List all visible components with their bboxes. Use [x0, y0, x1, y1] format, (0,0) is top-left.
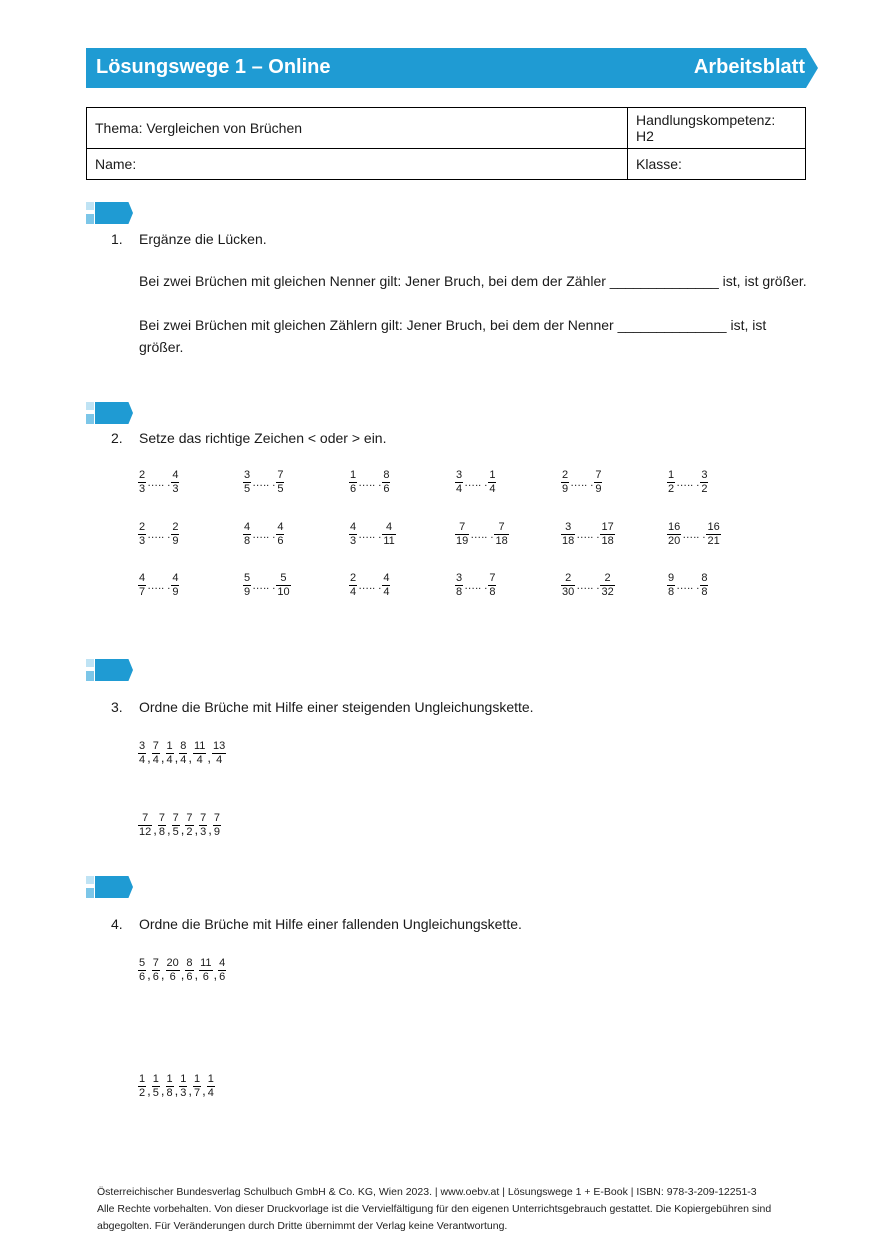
- fraction: [138, 469, 146, 496]
- denominator: 4: [180, 754, 187, 766]
- numerator: 7: [595, 469, 602, 481]
- denominator: 3: [350, 535, 357, 547]
- fraction: [171, 572, 179, 599]
- denominator: 3: [200, 826, 207, 838]
- fraction: [243, 572, 251, 599]
- denominator: 18: [495, 535, 508, 547]
- numerator: 2: [139, 469, 146, 481]
- numerator: 20: [166, 957, 179, 969]
- numerator: 3: [456, 572, 463, 584]
- fraction: [494, 521, 508, 548]
- fraction: [349, 572, 357, 599]
- denominator: 5: [172, 826, 179, 838]
- fraction: [152, 957, 160, 984]
- denominator: 4: [166, 754, 173, 766]
- fraction: [700, 469, 708, 496]
- task-marker-1: [86, 202, 136, 224]
- numerator: 2: [139, 521, 146, 533]
- separator: ,: [194, 967, 199, 982]
- numerator: 13: [213, 740, 226, 752]
- denominator: 5: [152, 1087, 159, 1099]
- fraction: [276, 521, 284, 548]
- fraction: [600, 572, 614, 599]
- fraction: [138, 521, 146, 548]
- numerator: 8: [180, 740, 187, 752]
- fraction: [138, 572, 146, 599]
- denominator: 20: [668, 535, 681, 547]
- denominator: 18: [562, 535, 575, 547]
- separator: ,: [174, 1083, 179, 1098]
- denominator: 21: [707, 535, 720, 547]
- header-title: Lösungswege 1 – Online: [96, 56, 331, 78]
- numerator: 17: [601, 521, 614, 533]
- denominator: 6: [219, 971, 226, 983]
- numerator: 4: [277, 521, 284, 533]
- fraction: [166, 1073, 174, 1100]
- fraction: [207, 1073, 215, 1100]
- answer-blank[interactable]: ….. .: [252, 476, 276, 489]
- denominator: 2: [668, 483, 675, 495]
- fraction: [488, 469, 496, 496]
- topic-cell: Thema: Vergleichen von Brüchen: [87, 108, 628, 149]
- denominator: 8: [668, 586, 675, 598]
- numerator: 1: [166, 1073, 173, 1085]
- numerator: 16: [668, 521, 681, 533]
- numerator: 3: [456, 469, 463, 481]
- comparison-item[interactable]: [455, 469, 496, 496]
- name-cell[interactable]: Name:: [87, 149, 628, 180]
- denominator: 6: [152, 971, 159, 983]
- numerator: 1: [152, 1073, 159, 1085]
- separator: ,: [180, 822, 185, 837]
- numerator: 1: [668, 469, 675, 481]
- fraction: [561, 572, 575, 599]
- numerator: 3: [139, 740, 146, 752]
- comparison-item[interactable]: [349, 469, 390, 496]
- numerator: 5: [139, 957, 146, 969]
- fraction-chain: [138, 740, 226, 767]
- fraction: [349, 521, 357, 548]
- task-marker-2: [86, 402, 136, 424]
- numerator: 4: [219, 957, 226, 969]
- fraction: [561, 521, 575, 548]
- answer-blank[interactable]: ….. .: [464, 579, 488, 592]
- separator: ,: [202, 1083, 206, 1098]
- fraction: [199, 957, 212, 984]
- footer: [97, 1184, 817, 1235]
- class-cell[interactable]: Klasse:: [628, 149, 806, 180]
- denominator: 5: [244, 483, 251, 495]
- numerator: 2: [172, 521, 179, 533]
- fraction: [152, 1073, 160, 1100]
- comparison-item[interactable]: [138, 572, 179, 599]
- numerator: 9: [668, 572, 675, 584]
- fraction: [455, 469, 463, 496]
- comparison-item[interactable]: [243, 572, 291, 599]
- comparison-item[interactable]: [138, 469, 179, 496]
- fraction: [213, 812, 221, 839]
- denominator: 4: [383, 586, 390, 598]
- denominator: 7: [139, 586, 146, 598]
- numerator: 4: [383, 572, 390, 584]
- numerator: 7: [455, 521, 469, 535]
- denominator: 9: [595, 483, 602, 495]
- denominator: 2: [139, 1087, 146, 1099]
- numerator: 8: [186, 957, 193, 969]
- fraction: [561, 469, 569, 496]
- header-label: Arbeitsblatt: [693, 56, 805, 78]
- denominator: 9: [213, 826, 220, 838]
- denominator: 6: [202, 971, 209, 983]
- denominator: 6: [350, 483, 357, 495]
- fraction: [276, 469, 284, 496]
- separator: ,: [147, 1083, 151, 1098]
- fraction: [243, 469, 251, 496]
- answer-blank[interactable]: ….. .: [682, 528, 706, 541]
- task-marker-4: [86, 876, 136, 898]
- numerator: 1: [207, 1073, 214, 1085]
- answer-blank[interactable]: ….. .: [676, 476, 700, 489]
- separator: ,: [160, 967, 165, 982]
- answer-blank[interactable]: ….. .: [147, 528, 171, 541]
- task-number: 1.: [111, 231, 123, 247]
- numerator: 7: [277, 469, 284, 481]
- fraction-chain: [138, 1073, 215, 1100]
- numerator: 7: [489, 572, 496, 584]
- answer-blank[interactable]: ….. .: [576, 528, 600, 541]
- numerator: 7: [200, 812, 207, 824]
- fraction: [152, 740, 160, 767]
- denominator: 3: [139, 535, 146, 547]
- fraction: [349, 469, 357, 496]
- numerator: 1: [166, 740, 173, 752]
- numerator: 5: [244, 572, 251, 584]
- answer-blank[interactable]: ….. .: [470, 528, 494, 541]
- answer-blank[interactable]: ….. .: [358, 579, 382, 592]
- numerator: 4: [382, 521, 395, 535]
- fraction: [193, 740, 206, 767]
- numerator: 3: [244, 469, 251, 481]
- denominator: 8: [489, 586, 496, 598]
- denominator: 4: [196, 754, 203, 766]
- task-1-line-1: Bei zwei Brüchen mit gleichen Nenner gilt: Jener Bruch, bei dem der Zähler ______________ ist, ist größer.: [139, 273, 807, 289]
- fraction: [667, 521, 681, 548]
- fraction: [185, 957, 193, 984]
- denominator: 18: [601, 535, 614, 547]
- denominator: 9: [562, 483, 569, 495]
- separator: ,: [194, 822, 199, 837]
- numerator: 1: [489, 469, 496, 481]
- denominator: 4: [207, 1087, 214, 1099]
- numerator: 8: [701, 572, 708, 584]
- separator: ,: [153, 822, 157, 837]
- answer-blank[interactable]: ….. .: [147, 579, 171, 592]
- fraction: [179, 740, 187, 767]
- fraction: [171, 469, 179, 496]
- fraction: [158, 812, 166, 839]
- denominator: 8: [166, 1087, 173, 1099]
- numerator: 5: [276, 572, 290, 586]
- separator: ,: [147, 750, 151, 765]
- separator: ,: [167, 822, 171, 837]
- denominator: 10: [277, 586, 290, 598]
- fraction: [212, 740, 226, 767]
- separator: ,: [147, 967, 151, 982]
- denominator: 12: [139, 826, 152, 838]
- fraction: [179, 1073, 187, 1100]
- task-number: 4.: [111, 916, 123, 932]
- separator: ,: [213, 967, 218, 982]
- numerator: 3: [701, 469, 708, 481]
- fraction: [138, 740, 146, 767]
- separator: ,: [160, 1083, 165, 1098]
- comparison-item[interactable]: [243, 469, 284, 496]
- numerator: 3: [561, 521, 575, 535]
- fraction: [243, 521, 251, 548]
- answer-blank[interactable]: ….. .: [358, 476, 382, 489]
- separator: ,: [208, 822, 212, 837]
- denominator: 4: [350, 586, 357, 598]
- numerator: 2: [562, 469, 569, 481]
- denominator: 4: [216, 754, 223, 766]
- fraction: [193, 1073, 201, 1100]
- fraction: [172, 812, 180, 839]
- denominator: 30: [562, 586, 575, 598]
- numerator: 4: [139, 572, 146, 584]
- denominator: 9: [244, 586, 251, 598]
- denominator: 4: [456, 483, 463, 495]
- answer-blank[interactable]: ….. .: [576, 579, 600, 592]
- separator: ,: [188, 1083, 192, 1098]
- comparison-item[interactable]: [138, 521, 179, 548]
- comparison-item[interactable]: [455, 521, 509, 548]
- numerator: 4: [244, 521, 251, 533]
- numerator: 1: [350, 469, 357, 481]
- denominator: 11: [383, 535, 395, 547]
- answer-blank[interactable]: ….. .: [676, 579, 700, 592]
- fraction: [667, 469, 675, 496]
- fraction: [706, 521, 720, 548]
- denominator: 7: [194, 1087, 201, 1099]
- denominator: 9: [172, 586, 179, 598]
- separator: ,: [174, 750, 179, 765]
- denominator: 4: [152, 754, 159, 766]
- denominator: 32: [601, 586, 614, 598]
- numerator: 2: [350, 572, 357, 584]
- fraction: [382, 469, 390, 496]
- task-1-line-2: Bei zwei Brüchen mit gleichen Zählern gilt: Jener Bruch, bei dem der Nenner ______________ ist, ist größer.: [139, 317, 767, 355]
- numerator: 7: [172, 812, 179, 824]
- header-banner-tip: [806, 48, 818, 88]
- fraction: [700, 572, 708, 599]
- comparison-item[interactable]: [455, 572, 496, 599]
- denominator: 19: [456, 535, 469, 547]
- separator: ,: [160, 750, 165, 765]
- task-instruction: Ordne die Brüche mit Hilfe einer steigenden Ungleichungskette.: [139, 699, 534, 715]
- denominator: 3: [180, 1087, 187, 1099]
- denominator: 6: [186, 971, 193, 983]
- fraction-chain: [138, 957, 226, 984]
- task-instruction: Ordne die Brüche mit Hilfe einer fallenden Ungleichungskette.: [139, 916, 522, 932]
- task-instruction: Setze das richtige Zeichen < oder > ein.: [139, 430, 387, 446]
- fraction: [185, 812, 193, 839]
- comparison-item[interactable]: [349, 572, 390, 599]
- comparison-item[interactable]: [349, 521, 396, 548]
- numerator: 7: [494, 521, 508, 535]
- denominator: 3: [139, 483, 146, 495]
- separator: ,: [188, 750, 192, 765]
- numerator: 1: [194, 1073, 201, 1085]
- info-table: [86, 107, 806, 180]
- fraction: [138, 1073, 146, 1100]
- denominator: 4: [489, 483, 496, 495]
- numerator: 11: [200, 957, 212, 969]
- task-number: 3.: [111, 699, 123, 715]
- answer-blank[interactable]: ….. .: [252, 528, 276, 541]
- fraction-chain: [138, 812, 221, 839]
- numerator: 7: [186, 812, 193, 824]
- fraction: [218, 957, 226, 984]
- answer-blank[interactable]: ….. .: [147, 476, 171, 489]
- numerator: 4: [172, 469, 179, 481]
- task-number: 2.: [111, 430, 123, 446]
- fraction: [667, 572, 675, 599]
- denominator: 6: [383, 483, 390, 495]
- numerator: 11: [194, 740, 206, 752]
- fraction: [138, 957, 146, 984]
- answer-blank[interactable]: ….. .: [252, 579, 276, 592]
- numerator: 1: [139, 1073, 146, 1085]
- numerator: 7: [152, 740, 159, 752]
- comparison-item[interactable]: [667, 572, 708, 599]
- fraction: [600, 521, 614, 548]
- fraction: [455, 521, 469, 548]
- separator: ,: [180, 967, 185, 982]
- numerator: 7: [152, 957, 159, 969]
- denominator: 6: [169, 971, 176, 983]
- denominator: 9: [172, 535, 179, 547]
- fraction: [455, 572, 463, 599]
- numerator: 8: [383, 469, 390, 481]
- denominator: 3: [172, 483, 179, 495]
- denominator: 8: [158, 826, 165, 838]
- comparison-item[interactable]: [243, 521, 284, 548]
- fraction: [166, 957, 180, 984]
- fraction: [382, 572, 390, 599]
- footer-line-1: Österreichischer Bundesverlag Schulbuch GmbH & Co. KG, Wien 2023. | www.oebv.at | Lösungswege 1 + E-Book | ISBN: 978-3-209-12251-3: [97, 1186, 757, 1198]
- numerator: 4: [350, 521, 357, 533]
- denominator: 4: [139, 754, 146, 766]
- separator: ,: [207, 750, 212, 765]
- numerator: 7: [213, 812, 220, 824]
- fraction: [138, 812, 152, 839]
- denominator: 2: [186, 826, 193, 838]
- fraction: [199, 812, 207, 839]
- fraction: [171, 521, 179, 548]
- answer-blank[interactable]: ….. .: [464, 476, 488, 489]
- denominator: 5: [277, 483, 284, 495]
- numerator: 7: [138, 812, 152, 826]
- answer-blank[interactable]: ….. .: [570, 476, 594, 489]
- comparison-item[interactable]: [561, 521, 615, 548]
- denominator: 2: [701, 483, 708, 495]
- comparison-item[interactable]: [667, 521, 721, 548]
- comparison-item[interactable]: [561, 469, 602, 496]
- fraction: [382, 521, 395, 548]
- denominator: 6: [277, 535, 284, 547]
- answer-blank[interactable]: ….. .: [358, 528, 382, 541]
- fraction: [166, 740, 174, 767]
- fraction: [594, 469, 602, 496]
- comparison-item[interactable]: [667, 469, 708, 496]
- fraction: [488, 572, 496, 599]
- denominator: 8: [456, 586, 463, 598]
- numerator: 2: [600, 572, 614, 586]
- task-marker-3: [86, 659, 136, 681]
- fraction: [276, 572, 290, 599]
- numerator: 7: [158, 812, 165, 824]
- footer-line-2: Alle Rechte vorbehalten. Von dieser Druckvorlage ist die Vervielfältigung für den eigenen Unterrichtsgebrauch gestattet. Die Kopiergebühren sind abgegolten. Für Veränderungen durch Dritte übernimmt der Verlag keine Verantwortung.: [97, 1203, 772, 1232]
- numerator: 1: [180, 1073, 187, 1085]
- denominator: 8: [701, 586, 708, 598]
- task-instruction: Ergänze die Lücken.: [139, 231, 267, 247]
- denominator: 8: [244, 535, 251, 547]
- numerator: 2: [561, 572, 575, 586]
- competence-cell: Handlungskompetenz: H2: [628, 108, 806, 149]
- numerator: 16: [707, 521, 720, 533]
- numerator: 4: [172, 572, 179, 584]
- comparison-item[interactable]: [561, 572, 615, 599]
- denominator: 6: [139, 971, 146, 983]
